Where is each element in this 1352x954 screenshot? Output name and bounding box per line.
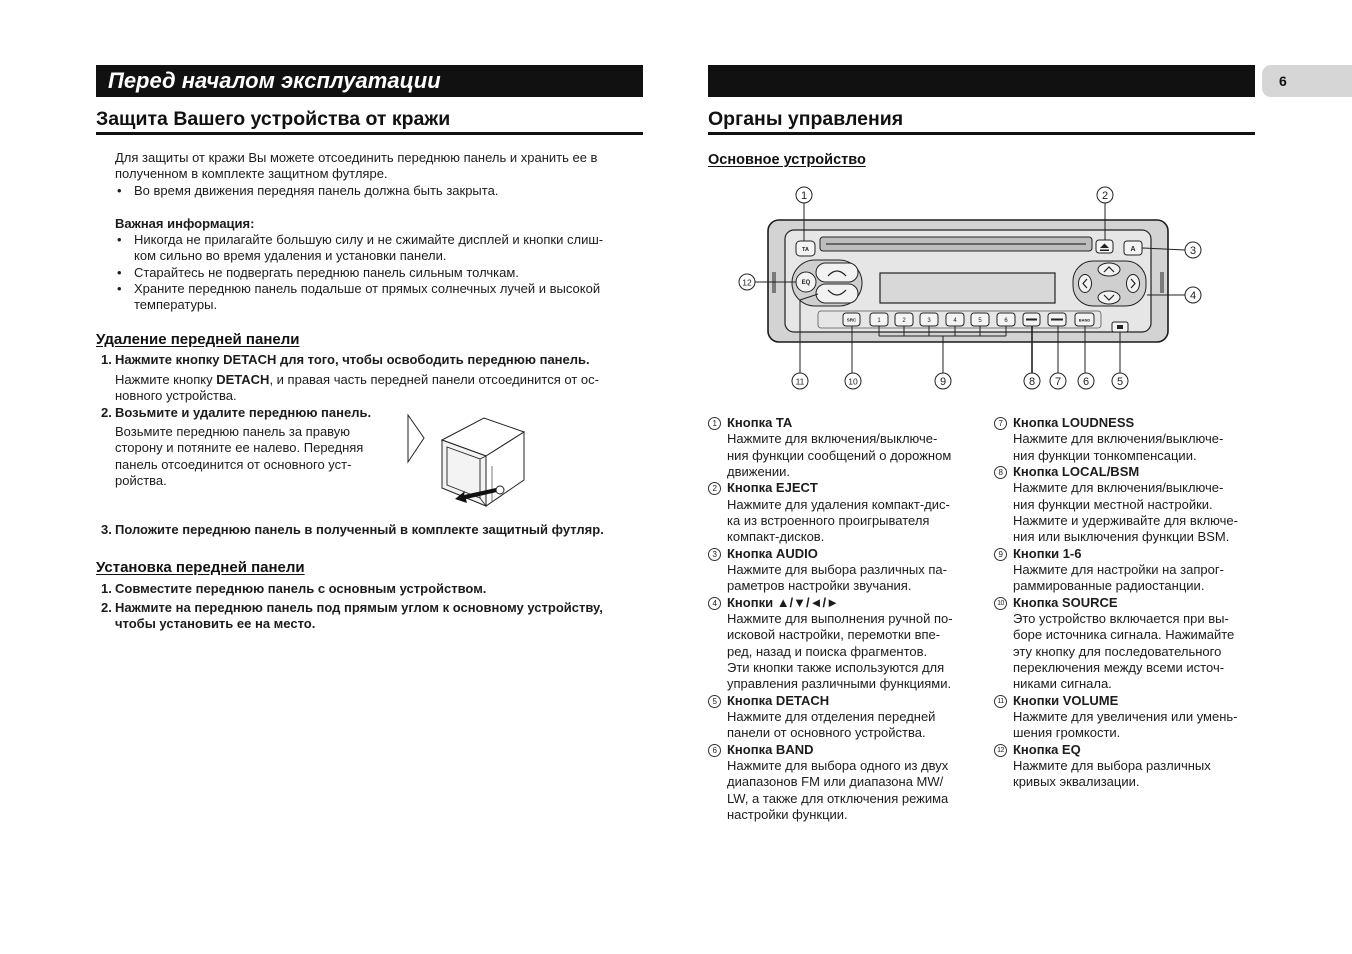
item-title: Кнопка SOURCE	[1013, 594, 1118, 610]
panel-removal-illustration	[400, 410, 530, 515]
installation-heading: Установка передней панели	[96, 559, 305, 576]
callout-number: 11	[795, 376, 805, 387]
right-header-bar	[708, 65, 1255, 97]
theft-intro: Для защиты от кражи Вы можете отсоединить переднюю панель и хранить ее в полученном в комплекте защитном футляре.	[115, 150, 598, 182]
callout-8	[1024, 373, 1040, 389]
item-number: 3	[708, 548, 721, 561]
audio-button	[1124, 241, 1142, 255]
removal-heading: Удаление передней панели	[96, 331, 300, 348]
installation-step-title: Нажмите на переднюю панель под прямым углом к основному устройству, чтобы установить ее на место.	[115, 600, 603, 632]
item-number: 6	[708, 744, 721, 757]
important-item: • Храните переднюю панель подальше от прямых солнечных лучей и высокой температуры.	[134, 281, 600, 314]
item-description: Нажмите для включения/выключе- ния функции местной настройки. Нажмите и удерживайте для включе- ния или выключения функции BSM.	[1013, 480, 1238, 545]
volume-up-button	[816, 263, 858, 282]
item-description: Нажмите для выбора различных кривых эквализации.	[1013, 757, 1211, 790]
item-description: Нажмите для настройки на запрог- раммированные радиостанции.	[1013, 561, 1224, 594]
control-item	[708, 415, 970, 480]
item-description: Нажмите для выбора одного из двух диапазонов FM или диапазона MW/ LW, а также для отключения режима настройки функции.	[727, 757, 949, 822]
removal-step-number: 2.	[101, 405, 112, 420]
control-item	[708, 742, 970, 824]
ta-label: TA	[802, 247, 809, 253]
installation-step-number: 2.	[101, 600, 112, 615]
item-title: Кнопка DETACH	[727, 692, 830, 708]
removal-step-title: Нажмите кнопку DETACH для того, чтобы освободить переднюю панель.	[115, 352, 590, 367]
heading-rule-left	[96, 132, 643, 135]
item-description: Нажмите для включения/выключе- ния функции сообщений о дорожном движении.	[727, 431, 952, 479]
preset-label: 4	[953, 318, 957, 324]
item-description: Нажмите для включения/выключе- ния функции тонкомпенсации.	[1013, 431, 1224, 463]
callout-number: 1	[800, 190, 808, 202]
preset-label: 3	[927, 318, 931, 324]
control-item	[994, 546, 1256, 595]
preset-label: 1	[877, 318, 881, 324]
item-title: Кнопка TA	[727, 415, 793, 430]
eject-button	[1096, 240, 1113, 253]
item-number: 4	[708, 597, 721, 610]
page-number-tab	[1262, 65, 1352, 97]
important-item: • Старайтесь не подвергать переднюю панель сильным толчкам.	[134, 265, 519, 281]
item-number: 9	[994, 548, 1007, 561]
removal-step-title: Возьмите и удалите переднюю панель.	[115, 405, 372, 420]
local-bsm-button	[1023, 313, 1040, 326]
item-number: 7	[994, 417, 1007, 430]
source-button	[843, 313, 860, 326]
installation-step-number: 1.	[101, 581, 112, 596]
item-title: Кнопка EQ	[1013, 741, 1081, 757]
page-number: 6	[1279, 73, 1287, 89]
installation-step-title: Совместите переднюю панель с основным устройством.	[115, 581, 487, 596]
removal-step-body: Возьмите переднюю панель за правую сторону и потяните ее налево. Передняя панель отсоединится от основного уст- ройства.	[115, 424, 364, 489]
item-title: Кнопка AUDIO	[727, 545, 818, 561]
band-button	[1075, 313, 1094, 326]
callout-number: 4	[1189, 290, 1197, 302]
right-button	[1127, 275, 1140, 293]
band-label: BAND	[1078, 317, 1091, 323]
callout-6	[1078, 373, 1094, 389]
callout-9	[935, 373, 951, 389]
control-item	[994, 595, 1256, 693]
important-item: • Никогда не прилагайте большую силу и не сжимайте дисплей и кнопки слиш- ком сильно во время удаления и установки панели.	[134, 232, 603, 265]
step-text: Нажмите кнопку	[115, 372, 217, 387]
callout-12	[739, 274, 755, 290]
control-item	[708, 693, 970, 742]
main-unit-subheading: Основное устройство	[708, 152, 866, 168]
control-item	[994, 415, 1256, 464]
callout-number: 3	[1189, 245, 1197, 257]
callout-3	[1185, 242, 1201, 258]
callout-number: 6	[1082, 376, 1090, 388]
four-way-cluster	[1073, 261, 1146, 306]
control-item	[708, 480, 970, 545]
preset-label: 5	[978, 318, 982, 324]
callout-10	[845, 373, 861, 389]
ta-button	[796, 241, 815, 256]
item-description: Нажмите для выполнения ручной по- исковой настройки, перемотки впе- ред, назад и поиска фрагментов. Эти кнопки также используются для управления различными функциями.	[727, 610, 953, 692]
item-title: Кнопки ▲/▼/◄/►	[727, 594, 839, 610]
heading-rule-right	[708, 132, 1255, 135]
controls-list-left	[708, 415, 970, 823]
control-item	[708, 546, 970, 595]
item-title: Кнопка LOCAL/BSM	[1013, 463, 1140, 479]
item-number: 8	[994, 466, 1007, 479]
callout-number: 7	[1054, 376, 1062, 388]
loudness-button	[1048, 313, 1066, 326]
callout-number: 10	[848, 376, 858, 387]
head-unit-diagram	[730, 182, 1220, 394]
up-button	[1098, 263, 1120, 276]
control-item	[994, 464, 1256, 546]
preset-label: 6	[1004, 318, 1008, 324]
item-number: 11	[994, 695, 1007, 708]
item-number: 12	[994, 744, 1007, 757]
item-title: Кнопки VOLUME	[1013, 692, 1119, 708]
src-label: SRC	[846, 317, 857, 323]
cd-slot	[820, 237, 1092, 251]
item-title: Кнопка BAND	[727, 741, 814, 757]
callout-5	[1112, 373, 1128, 389]
item-description: Нажмите для выбора различных па- раметров настройки звучания.	[727, 561, 947, 594]
eq-label: EQ	[801, 280, 811, 287]
item-title: Кнопка EJECT	[727, 480, 818, 496]
removal-step-title: Положите переднюю панель в полученный в комплекте защитный футляр.	[115, 522, 604, 537]
item-title: Кнопки 1-6	[1013, 545, 1082, 561]
removal-step-body	[115, 372, 599, 405]
eq-button	[796, 272, 816, 292]
important-label: Важная информация:	[115, 216, 255, 231]
callout-number: 9	[939, 376, 947, 388]
item-number: 5	[708, 695, 721, 708]
callout-number: 8	[1028, 376, 1036, 388]
theft-protection-heading: Защита Вашего устройства от кражи	[96, 108, 451, 130]
item-number: 10	[994, 597, 1007, 610]
control-item	[994, 742, 1256, 791]
callout-4	[1185, 287, 1201, 303]
volume-down-button	[816, 284, 858, 303]
callout-7	[1050, 373, 1066, 389]
preset-label: 2	[902, 318, 906, 324]
display	[880, 273, 1055, 303]
item-description: Нажмите для отделения передней панели от основного устройства.	[727, 708, 936, 741]
callout-2	[1097, 187, 1113, 203]
item-description: Это устройство включается при вы- боре источника сигнала. Нажимайте эту кнопку для последовательного переключения между всеми источ- никами сигнала.	[1013, 610, 1235, 692]
callout-number: 12	[742, 277, 752, 288]
item-description: Нажмите для удаления компакт-дис- ка из встроенного проигрывателя компакт-дисков.	[727, 496, 950, 545]
callout-1	[796, 187, 812, 203]
controls-heading: Органы управления	[708, 108, 904, 130]
detach-keyword: DETACH	[216, 372, 270, 387]
section-title: Перед началом эксплуатации	[108, 68, 441, 93]
callout-number: 5	[1116, 376, 1124, 388]
direction-chevron	[408, 415, 424, 462]
callout-number: 2	[1101, 190, 1109, 202]
callout-11	[792, 373, 808, 389]
controls-list-right	[994, 415, 1256, 791]
down-button	[1098, 291, 1120, 304]
item-description: Нажмите для увеличения или умень- шения громкости.	[1013, 708, 1238, 741]
item-title: Кнопка LOUDNESS	[1013, 415, 1135, 430]
control-item	[994, 693, 1256, 742]
removal-step-number: 3.	[101, 522, 112, 537]
theft-note-bullet: • Во время движения передняя панель должна быть закрыта.	[134, 183, 498, 199]
item-number: 1	[708, 417, 721, 430]
left-button	[1079, 275, 1092, 293]
audio-label: A	[1130, 246, 1136, 253]
removal-step-number: 1.	[101, 352, 112, 367]
control-item	[708, 595, 970, 693]
left-header-bar	[96, 65, 643, 97]
step-text: , и правая часть передней панели отсоединится от ос- новного устройства.	[115, 372, 599, 404]
item-number: 2	[708, 482, 721, 495]
detach-button	[1112, 322, 1128, 332]
